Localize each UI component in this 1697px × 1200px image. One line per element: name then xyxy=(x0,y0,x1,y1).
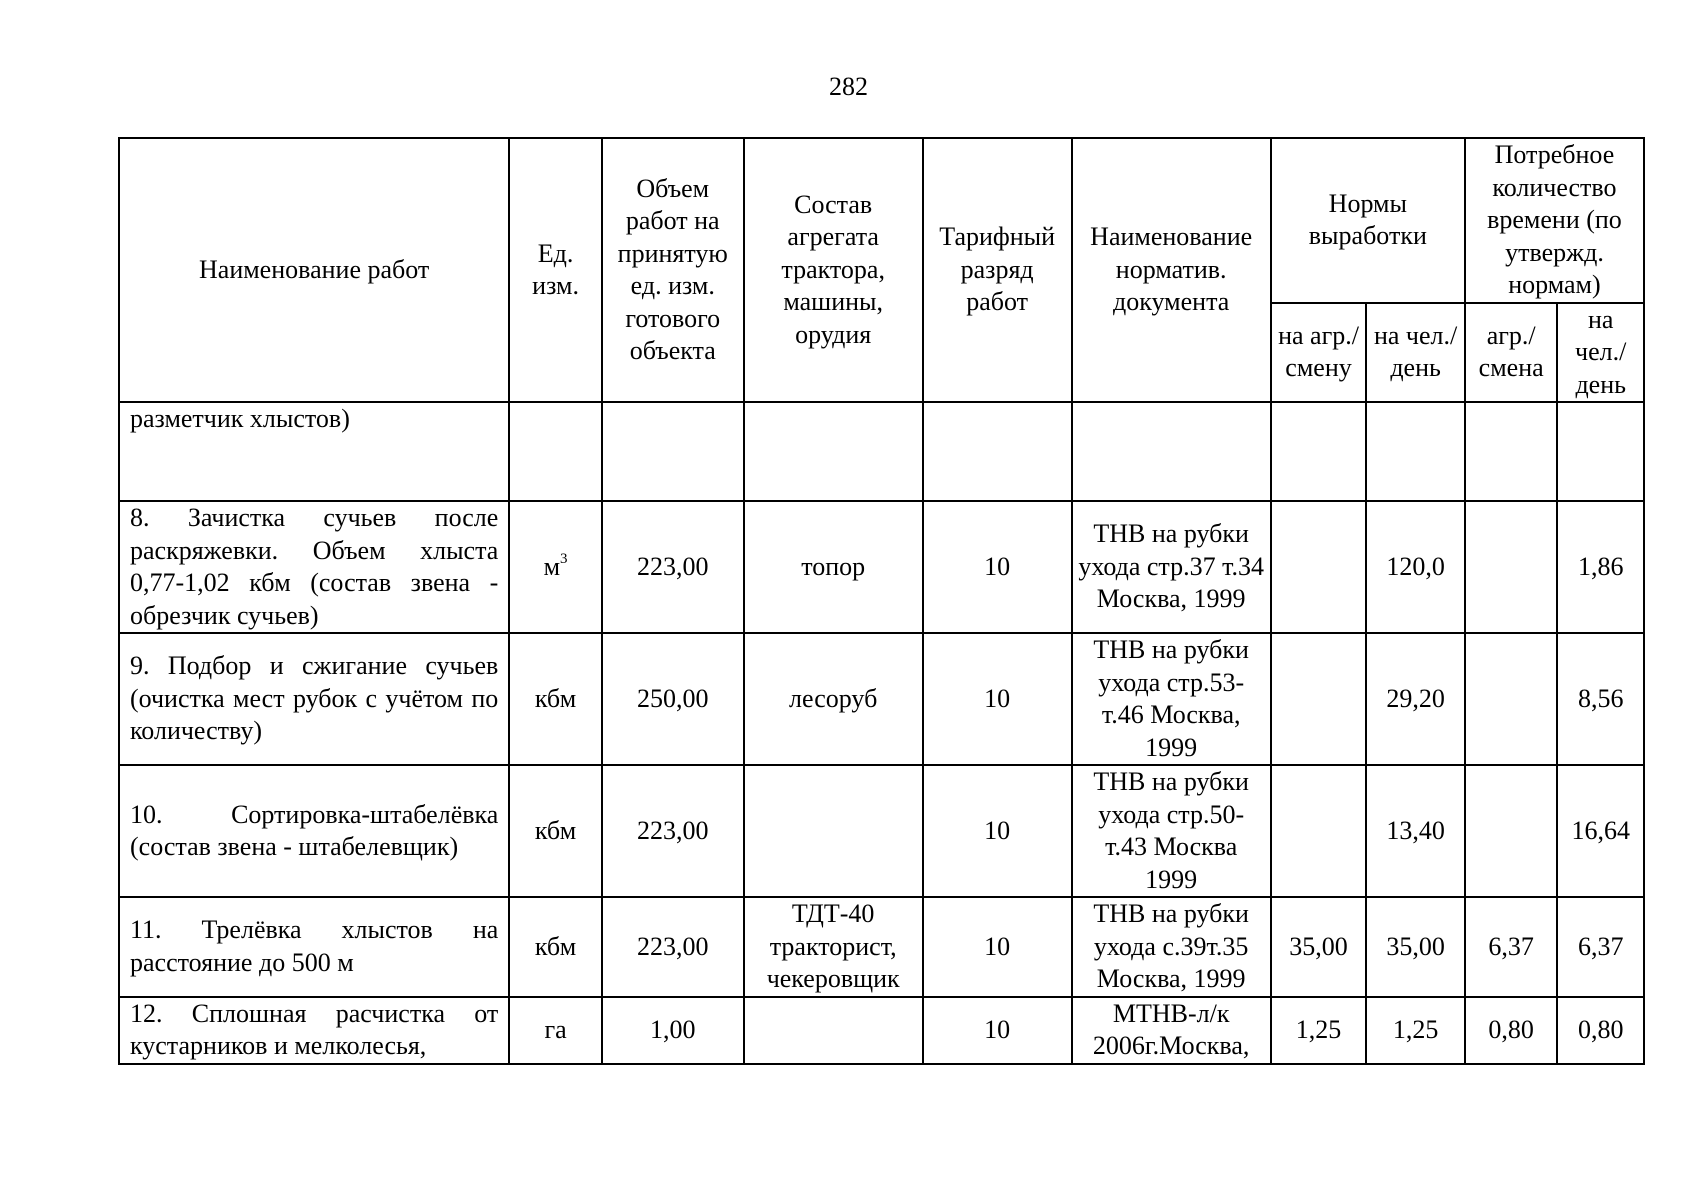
norm-man-cell: 13,40 xyxy=(1366,765,1465,897)
norm-man-cell xyxy=(1366,402,1465,501)
tariff-cell: 10 xyxy=(923,997,1072,1064)
unit-cell xyxy=(509,402,602,501)
header-norms-agr: на агр./ смену xyxy=(1271,303,1367,403)
time-man-cell: 16,64 xyxy=(1557,765,1644,897)
work-name-cell: 12. Сплошная расчистка от кустарников и мелколесья, xyxy=(119,997,509,1064)
table-row xyxy=(119,633,1644,765)
header-tariff: Тарифный разряд работ xyxy=(923,138,1072,402)
aggregate-cell xyxy=(744,765,923,897)
table-row xyxy=(119,501,1644,633)
time-man-cell: 1,86 xyxy=(1557,501,1644,633)
header-volume: Объем работ на принятую ед. изм. готового объекта xyxy=(602,138,744,402)
work-name-cell: 8. Зачистка сучьев после раскряжевки. Объем хлыста 0,77-1,02 кбм (состав звена - обрезчик сучьев) xyxy=(119,501,509,633)
tariff-cell xyxy=(923,402,1072,501)
unit-text: м xyxy=(543,551,561,581)
work-name-cell: 9. Подбор и сжигание сучьев (очистка мест рубок с учётом по количеству) xyxy=(119,633,509,765)
tariff-cell: 10 xyxy=(923,501,1072,633)
table-row xyxy=(119,997,1644,1064)
volume-cell: 250,00 xyxy=(602,633,744,765)
header-aggregate: Состав агрегата трактора, машины, орудия xyxy=(744,138,923,402)
work-name-cell: 10. Сортировка-штабелёвка (состав звена - штабелевщик) xyxy=(119,765,509,897)
header-work-name: Наименование работ xyxy=(119,138,509,402)
volume-cell: 223,00 xyxy=(602,501,744,633)
table-row xyxy=(119,897,1644,997)
document-cell: ТНВ на рубки ухода стр.37 т.34 Москва, 1999 xyxy=(1072,501,1271,633)
tariff-cell: 10 xyxy=(923,897,1072,997)
header-time: Потребное количество времени (по утвержд. нормам) xyxy=(1465,138,1644,303)
document-cell xyxy=(1072,402,1271,501)
table-row xyxy=(119,402,1644,501)
norm-man-cell: 120,0 xyxy=(1366,501,1465,633)
unit-cell: кбм xyxy=(509,897,602,997)
norm-man-cell: 1,25 xyxy=(1366,997,1465,1064)
header-time-man: на чел./ день xyxy=(1557,303,1644,403)
norm-agr-cell xyxy=(1271,501,1367,633)
norm-agr-cell xyxy=(1271,402,1367,501)
page-number: 282 xyxy=(829,72,868,101)
volume-cell: 1,00 xyxy=(602,997,744,1064)
document-cell: МТНВ-л/к 2006г.Москва, xyxy=(1072,997,1271,1064)
time-man-cell: 8,56 xyxy=(1557,633,1644,765)
table-row xyxy=(119,765,1644,897)
document-cell: ТНВ на рубки ухода с.39т.35 Москва, 1999 xyxy=(1072,897,1271,997)
work-name-cell: разметчик хлыстов) xyxy=(119,402,509,501)
header-time-agr: агр./ смена xyxy=(1465,303,1558,403)
time-agr-cell xyxy=(1465,501,1558,633)
time-agr-cell xyxy=(1465,633,1558,765)
aggregate-cell xyxy=(744,402,923,501)
volume-cell: 223,00 xyxy=(602,765,744,897)
header-norms: Нормы выработки xyxy=(1271,138,1465,303)
time-man-cell: 6,37 xyxy=(1557,897,1644,997)
work-name-cell: 11. Трелёвка хлыстов на расстояние до 500 м xyxy=(119,897,509,997)
norm-agr-cell: 35,00 xyxy=(1271,897,1367,997)
header-document: Наименование норматив. документа xyxy=(1072,138,1271,402)
unit-cell: га xyxy=(509,997,602,1064)
time-agr-cell: 6,37 xyxy=(1465,897,1558,997)
aggregate-cell: лесоруб xyxy=(744,633,923,765)
time-man-cell xyxy=(1557,402,1644,501)
norm-man-cell: 35,00 xyxy=(1366,897,1465,997)
aggregate-cell: топор xyxy=(744,501,923,633)
tariff-cell: 10 xyxy=(923,633,1072,765)
norm-agr-cell xyxy=(1271,765,1367,897)
volume-cell: 223,00 xyxy=(602,897,744,997)
header-norms-man: на чел./ день xyxy=(1366,303,1465,403)
time-agr-cell xyxy=(1465,765,1558,897)
tariff-cell: 10 xyxy=(923,765,1072,897)
work-norms-table xyxy=(118,137,1645,1065)
time-man-cell: 0,80 xyxy=(1557,997,1644,1064)
unit-cell: кбм xyxy=(509,765,602,897)
document-cell: ТНВ на рубки ухода стр.50- т.43 Москва 1999 xyxy=(1072,765,1271,897)
norm-agr-cell xyxy=(1271,633,1367,765)
unit-cell: кбм xyxy=(509,633,602,765)
time-agr-cell: 0,80 xyxy=(1465,997,1558,1064)
aggregate-cell: ТДТ-40 тракторист, чекеровщик xyxy=(744,897,923,997)
unit-cell xyxy=(509,501,602,633)
norm-man-cell: 29,20 xyxy=(1366,633,1465,765)
header-unit: Ед. изм. xyxy=(509,138,602,402)
aggregate-cell xyxy=(744,997,923,1064)
time-agr-cell xyxy=(1465,402,1558,501)
norm-agr-cell: 1,25 xyxy=(1271,997,1367,1064)
document-cell: ТНВ на рубки ухода стр.53- т.46 Москва, 1999 xyxy=(1072,633,1271,765)
volume-cell xyxy=(602,402,744,501)
unit-superscript: 3 xyxy=(560,551,568,568)
